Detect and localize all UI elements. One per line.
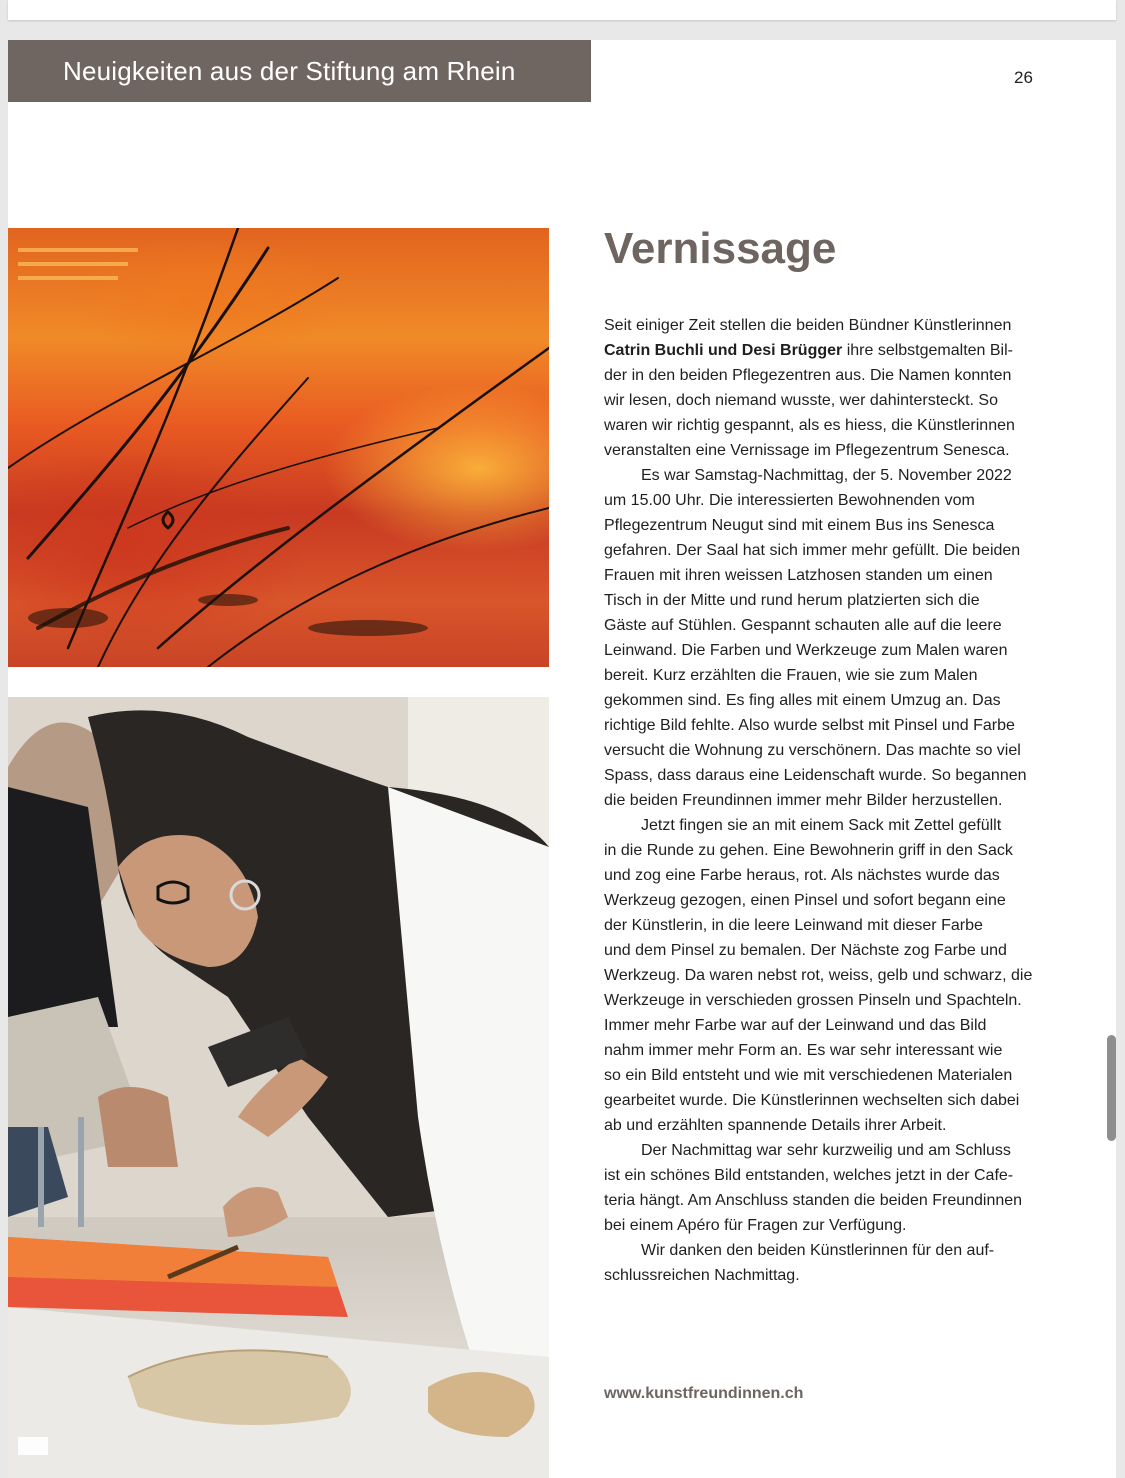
text-line: gekommen sind. Es fing alles mit einem Umzug an. Das bbox=[604, 692, 1001, 709]
text-line: wir lesen, doch niemand wusste, wer dahintersteckt. So bbox=[604, 392, 998, 409]
text-line: teria hängt. Am Anschluss standen die beiden Freundinnen bbox=[604, 1192, 1023, 1209]
text-line: die beiden Freundinnen immer mehr Bilder herzustellen. bbox=[604, 792, 1003, 809]
article-paragraph bbox=[604, 1238, 1074, 1288]
text-line: und zog eine Farbe heraus, rot. Als nächstes wurde das bbox=[604, 867, 1000, 884]
text-fragment: ihre selbstgemalten Bil- bbox=[842, 342, 1013, 359]
text-line: Tisch in der Mitte und rund herum platzierten sich die bbox=[604, 592, 980, 609]
text-line: Der Nachmittag war sehr kurzweilig und am Schluss bbox=[641, 1142, 1011, 1159]
article-body bbox=[604, 313, 1074, 1288]
text-line: der in den beiden Pflegezentren aus. Die Namen konnten bbox=[604, 367, 1012, 384]
text-line: ab und erzählten spannende Details ihrer Arbeit. bbox=[604, 1117, 947, 1134]
section-title: Neuigkeiten aus der Stiftung am Rhein bbox=[63, 56, 516, 86]
text-line: bei einem Apéro für Fragen zur Verfügung. bbox=[604, 1217, 907, 1234]
text-line: Immer mehr Farbe war auf der Leinwand und das Bild bbox=[604, 1017, 987, 1034]
text-line: veranstalten eine Vernissage im Pflegezentrum Senesca. bbox=[604, 442, 1010, 459]
text-line: waren wir richtig gespannt, als es hiess, die Künstlerinnen bbox=[604, 417, 1015, 434]
article-paragraph bbox=[604, 1138, 1074, 1238]
article-paragraph bbox=[604, 313, 1074, 463]
text-line: gefahren. Der Saal hat sich immer mehr gefüllt. Die beiden bbox=[604, 542, 1021, 559]
text-line: Werkzeuge in verschieden grossen Pinseln und Spachteln. bbox=[604, 992, 1022, 1009]
page-number: 26 bbox=[1014, 68, 1033, 87]
section-header-bar bbox=[8, 40, 591, 102]
abstract-painting-image bbox=[8, 228, 549, 667]
text-line: und dem Pinsel zu bemalen. Der Nächste zog Farbe und bbox=[604, 942, 1007, 959]
text-line: Es war Samstag-Nachmittag, der 5. November 2022 bbox=[641, 467, 1012, 484]
text-line: Pflegezentrum Neugut sind mit einem Bus ins Senesca bbox=[604, 517, 995, 534]
text-line: bereit. Kurz erzählten die Frauen, wie sie zum Malen bbox=[604, 667, 978, 684]
text-line: gearbeitet wurde. Die Künstlerinnen wechselten sich dabei bbox=[604, 1092, 1020, 1109]
text-line bbox=[604, 338, 1074, 363]
text-line: Seit einiger Zeit stellen die beiden Bündner Künstlerinnen bbox=[604, 317, 1012, 334]
magazine-page bbox=[8, 40, 1116, 1478]
text-line: Leinwand. Die Farben und Werkzeuge zum Malen waren bbox=[604, 642, 1008, 659]
text-line: Wir danken den beiden Künstlerinnen für den auf- bbox=[641, 1242, 995, 1259]
text-line: schlussreichen Nachmittag. bbox=[604, 1267, 800, 1284]
artist-names: Catrin Buchli und Desi Brügger bbox=[604, 342, 843, 359]
text-line: Frauen mit ihren weissen Latzhosen standen um einen bbox=[604, 567, 993, 584]
text-line: der Künstlerin, in die leere Leinwand mit dieser Farbe bbox=[604, 917, 983, 934]
article-paragraph bbox=[604, 813, 1074, 1138]
painting-artist-photo bbox=[8, 697, 549, 1478]
text-line: in die Runde zu gehen. Eine Bewohnerin griff in den Sack bbox=[604, 842, 1013, 859]
text-line: nahm immer mehr Form an. Es war sehr interessant wie bbox=[604, 1042, 1003, 1059]
photo-illustration bbox=[8, 697, 549, 1478]
painting-strokes bbox=[8, 228, 549, 667]
vertical-scrollbar[interactable] bbox=[1107, 1035, 1116, 1141]
text-line: versucht die Wohnung zu verschönern. Das machte so viel bbox=[604, 742, 1021, 759]
text-line: Spass, dass daraus eine Leidenschaft wurde. So begannen bbox=[604, 767, 1027, 784]
previous-page-edge bbox=[8, 0, 1116, 20]
text-line: richtige Bild fehlte. Also wurde selbst mit Pinsel und Farbe bbox=[604, 717, 1015, 734]
text-line: Jetzt fingen sie an mit einem Sack mit Zettel gefüllt bbox=[641, 817, 1002, 834]
text-line: Werkzeug. Da waren nebst rot, weiss, gelb und schwarz, die bbox=[604, 967, 1033, 984]
article-paragraph bbox=[604, 463, 1074, 813]
text-line: ist ein schönes Bild entstanden, welches jetzt in der Cafe- bbox=[604, 1167, 1014, 1184]
text-line: um 15.00 Uhr. Die interessierten Bewohnenden vom bbox=[604, 492, 975, 509]
text-line: so ein Bild entsteht und wie mit verschiedenen Materialen bbox=[604, 1067, 1013, 1084]
website-link[interactable]: www.kunstfreundinnen.ch bbox=[604, 1385, 804, 1402]
article-headline: Vernissage bbox=[604, 224, 837, 273]
text-line: Gäste auf Stühlen. Gespannt schauten alle auf die leere bbox=[604, 617, 1002, 634]
text-line: Werkzeug gezogen, einen Pinsel und sofort begann eine bbox=[604, 892, 1006, 909]
